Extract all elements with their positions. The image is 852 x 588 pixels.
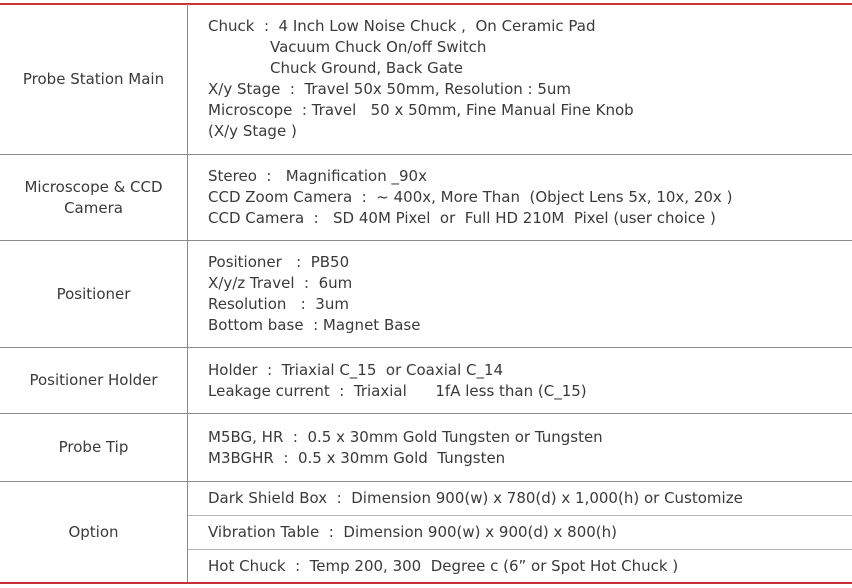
spec-line: Chuck : 4 Inch Low Noise Chuck , On Ceramic Pad	[208, 17, 596, 35]
spec-line: Leakage current : Triaxial 1fA less than (C_15)	[208, 382, 587, 400]
row-spec-probe-tip	[208, 427, 848, 469]
row-label-text: Positioner	[56, 284, 131, 303]
row-label-probe-tip	[0, 414, 187, 481]
spec-line: Vacuum Chuck On/off Switch	[208, 38, 487, 56]
option-hot-chuck: Hot Chuck : Temp 200, 300 Degree c (6” or Spot Hot Chuck )	[208, 557, 679, 575]
table-bottom-rule	[0, 582, 852, 584]
row-label-probe-station-main	[0, 4, 187, 154]
spec-line: (X/y Stage )	[208, 122, 297, 140]
option-sub-divider	[188, 515, 852, 516]
spec-line: Positioner : PB50	[208, 253, 350, 271]
option-vibration-table: Vibration Table : Dimension 900(w) x 900(d) x 800(h)	[208, 523, 618, 541]
spec-line: Chuck Ground, Back Gate	[208, 59, 463, 77]
row-label-text: Microscope & CCD	[24, 177, 163, 196]
option-dark-shield-box: Dark Shield Box : Dimension 900(w) x 780(d) x 1,000(h) or Customize	[208, 489, 743, 507]
spec-line: X/y Stage : Travel 50x 50mm, Resolution : 5um	[208, 80, 572, 98]
row-label-positioner	[0, 241, 187, 347]
option-sub-divider	[188, 549, 852, 550]
row-spec-positioner	[208, 252, 848, 336]
row-spec-probe-station-main	[208, 16, 848, 142]
spec-line: CCD Zoom Camera : ~ 400x, More Than (Object Lens 5x, 10x, 20x )	[208, 188, 733, 206]
row-label-text: Option	[68, 522, 119, 541]
row-label-text: Positioner Holder	[29, 371, 158, 389]
spec-line: M3BGHR : 0.5 x 30mm Gold Tungsten	[208, 449, 506, 467]
row-spec-positioner-holder	[208, 360, 848, 402]
row-label-microscope-ccd	[0, 155, 187, 240]
spec-line: X/y/z Travel : 6um	[208, 274, 353, 292]
spec-line: Bottom base : Magnet Base	[208, 316, 421, 334]
row-label-text: Probe Tip	[58, 438, 129, 456]
spec-line: Stereo : Magnification _90x	[208, 167, 427, 185]
row-spec-microscope-ccd	[208, 166, 848, 229]
column-divider	[187, 4, 188, 582]
spec-line: M5BG, HR : 0.5 x 30mm Gold Tungsten or Tungsten	[208, 428, 603, 446]
row-label-option	[0, 482, 187, 582]
spec-line: Holder : Triaxial C_15 or Coaxial C_14	[208, 361, 504, 379]
spec-line: Resolution : 3um	[208, 295, 349, 313]
row-label-text: Probe Station Main	[22, 69, 165, 88]
row-label-text: Camera	[64, 198, 123, 217]
spec-line: Microscope : Travel 50 x 50mm, Fine Manual Fine Knob	[208, 101, 634, 119]
spec-line: CCD Camera : SD 40M Pixel or Full HD 210M Pixel (user choice )	[208, 209, 716, 227]
row-label-positioner-holder	[0, 348, 187, 413]
